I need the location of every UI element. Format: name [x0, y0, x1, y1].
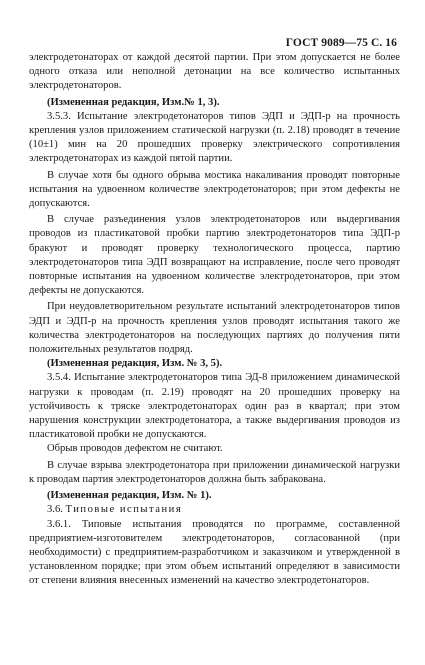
- paragraph-explosion: В случае взрыва электродетонатора при приложении динамической нагрузки к проводам партия электродетонаторов должна быть забракована.: [29, 459, 400, 485]
- clause-3-5-3: 3.5.3. Испытание электродетонаторов типов ЭДП и ЭДП-р на прочность крепления узлов приложением статической нагрузки (п. 2.18) проводят в течение (10±1) мин на 20 прошедших проверку электрического сопротивления электродетонаторах из каждой пятой партии.: [29, 110, 400, 165]
- section-number: 3.6.: [47, 504, 63, 516]
- amendment-note-3: (Измененная редакция, Изм. № 1).: [47, 490, 212, 502]
- paragraph-disconnect: В случае разъединения узлов электродетонаторов или выдергивания проводов из пластикатовой пробки партию электродетонаторов типа ЭДП-р бракуют и проводят проверку технологического процесса, партию электродетонаторов типа ЭДП возвращают на исправление, после чего проводят повторные испытания на удвоенном количестве электродетонаторов, при этом дефекты не допускаются.: [29, 214, 400, 297]
- paragraph-unsatisfactory: При неудовлетворительном результате испытаний электродетонаторов типов ЭДП и ЭДП-р на прочность крепления узлов проводят испытания такого же количества электродетонаторов на последующих партиях до получения пяти положительных результатов подряд.: [29, 301, 400, 356]
- paragraph-continuation: электродетонаторах от каждой десятой партии. При этом допускается не более одного отказа или неполной детонации на все количество испытанных электродетонаторов.: [29, 52, 400, 92]
- document-body: [29, 51, 400, 589]
- paragraph-bridge-break: В случае хотя бы одного обрыва мостика накаливания проводят повторные испытания на удвоенном количестве электродетонаторов; при этом дефекты не допускаются.: [29, 169, 400, 210]
- amendment-note-2: (Измененная редакция, Изм. № 3, 5).: [47, 358, 223, 370]
- paragraph-wire-break: Обрыв проводов дефектом не считают.: [47, 443, 223, 455]
- clause-3-5-4: 3.5.4. Испытание электродетонаторов типа ЭД-8 приложением динамической нагрузки к проводам (п. 2.19) проводят на 20 прошедших проверку на устойчивость к тряске электродетонаторах один раз в квартал; при этом нарушения конструкции электродетонатора, а также выдергивания проводов из пластикатовой пробки не допускаются.: [29, 372, 400, 441]
- section-title: Типовые испытания: [65, 504, 183, 516]
- amendment-note-1: (Измененная редакция, Изм.№ 1, 3).: [47, 96, 220, 108]
- running-header: ГОСТ 9089—75 С. 16: [285, 37, 397, 49]
- clause-3-6-1: 3.6.1. Типовые испытания проводятся по программе, составленной предприятием-изготовителем электродетонаторов, согласованной (при необходимости) с предприятием-разработчиком и заказчиком и утвержденной в установленном порядке; при этом объем испытаний определяют в зависимости от степени влияния внесенных изменений на качество электродетонаторов.: [29, 518, 400, 587]
- section-heading: [29, 503, 400, 517]
